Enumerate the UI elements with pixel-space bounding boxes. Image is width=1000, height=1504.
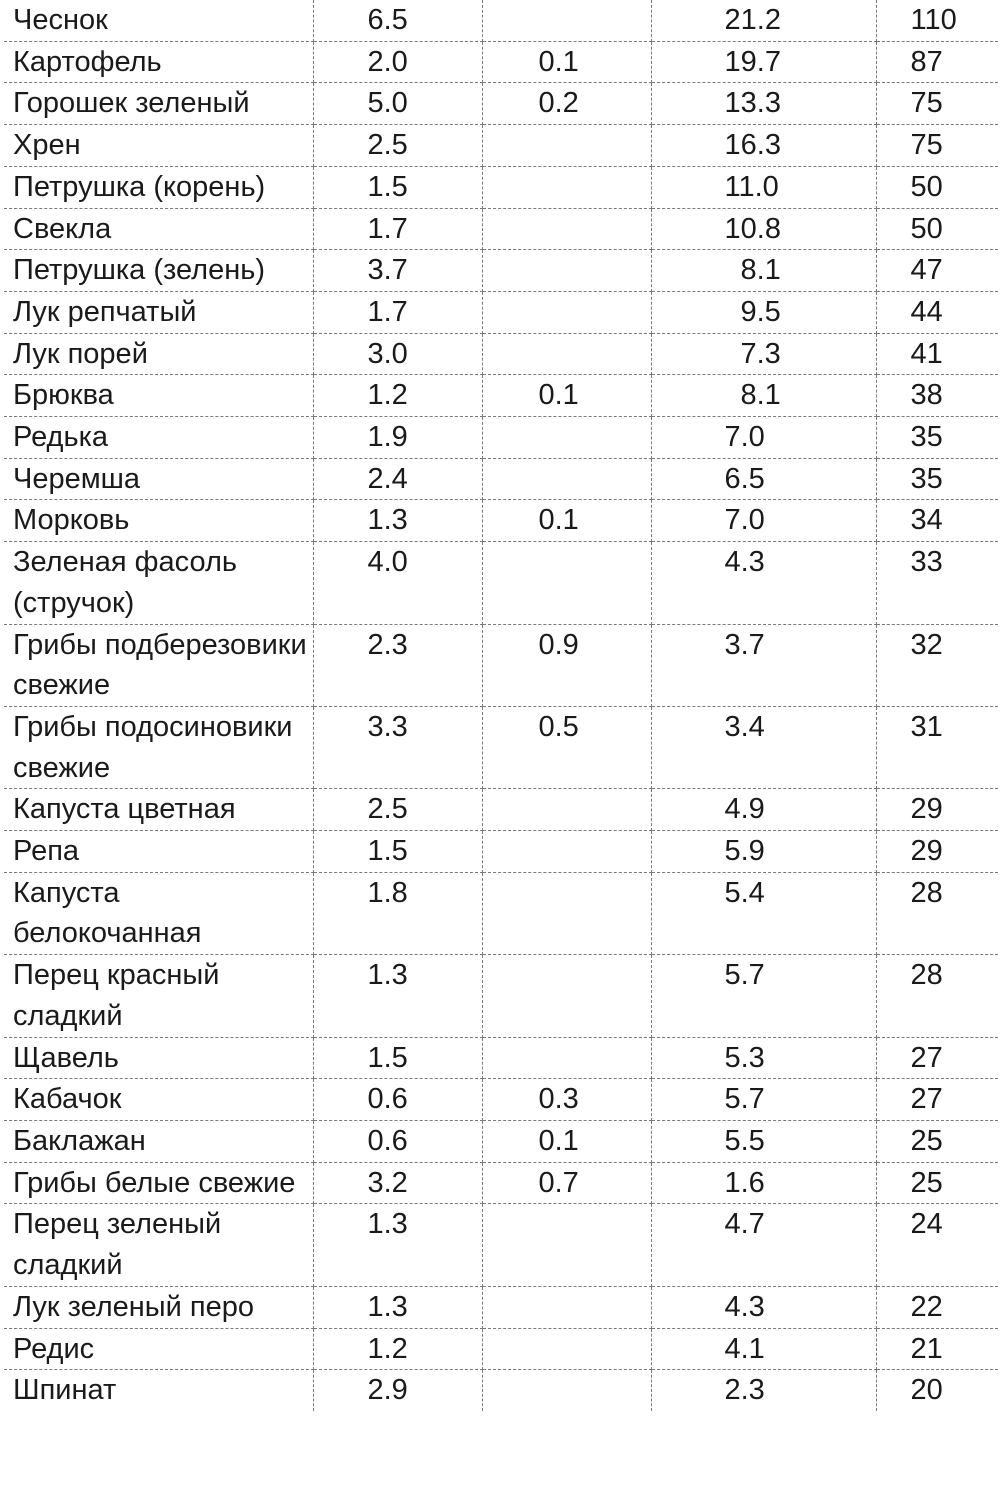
protein-cell: 2.4 xyxy=(313,458,482,500)
carbs-cell: 21.2 xyxy=(651,0,876,41)
calories-cell: 50 xyxy=(876,208,998,250)
product-name-cell: Морковь xyxy=(4,500,313,542)
table-row xyxy=(4,458,998,500)
calories-cell: 29 xyxy=(876,831,998,873)
protein-cell: 2.0 xyxy=(313,41,482,83)
protein-cell: 2.5 xyxy=(313,125,482,167)
protein-cell: 1.2 xyxy=(313,1328,482,1370)
carbs-cell: 4.1 xyxy=(651,1328,876,1370)
protein-cell: 3.7 xyxy=(313,250,482,292)
calories-cell: 87 xyxy=(876,41,998,83)
product-name-cell: Лук репчатый xyxy=(4,291,313,333)
carbs-cell: 8.1 xyxy=(651,375,876,417)
protein-cell: 2.9 xyxy=(313,1370,482,1411)
fat-cell xyxy=(482,417,651,459)
product-name-cell: Баклажан xyxy=(4,1120,313,1162)
carbs-cell: 10.8 xyxy=(651,208,876,250)
carbs-cell: 4.3 xyxy=(651,542,876,624)
calories-cell: 29 xyxy=(876,789,998,831)
table-row xyxy=(4,1204,998,1286)
table-row xyxy=(4,375,998,417)
carbs-cell: 4.3 xyxy=(651,1286,876,1328)
product-name-cell: Редис xyxy=(4,1328,313,1370)
table-row xyxy=(4,83,998,125)
calories-cell: 28 xyxy=(876,872,998,954)
fat-cell xyxy=(482,1286,651,1328)
product-name-cell: Лук зеленый перо xyxy=(4,1286,313,1328)
carbs-cell: 4.7 xyxy=(651,1204,876,1286)
calories-cell: 38 xyxy=(876,375,998,417)
protein-cell: 0.6 xyxy=(313,1079,482,1121)
protein-cell: 1.3 xyxy=(313,955,482,1037)
product-name-cell: Капуста белокочанная xyxy=(4,872,313,954)
calories-cell: 22 xyxy=(876,1286,998,1328)
protein-cell: 0.6 xyxy=(313,1120,482,1162)
protein-cell: 1.5 xyxy=(313,1037,482,1079)
protein-cell: 1.3 xyxy=(313,1286,482,1328)
table-row xyxy=(4,125,998,167)
fat-cell: 0.1 xyxy=(482,1120,651,1162)
product-name-cell: Перец зеленый сладкий xyxy=(4,1204,313,1286)
table-row xyxy=(4,1037,998,1079)
carbs-cell: 5.3 xyxy=(651,1037,876,1079)
table-row xyxy=(4,166,998,208)
product-name-cell: Грибы подберезовики свежие xyxy=(4,624,313,706)
carbs-cell: 5.9 xyxy=(651,831,876,873)
product-name-cell: Картофель xyxy=(4,41,313,83)
carbs-cell: 5.7 xyxy=(651,1079,876,1121)
table-body xyxy=(4,0,998,1411)
fat-cell xyxy=(482,542,651,624)
calories-cell: 35 xyxy=(876,458,998,500)
calories-cell: 75 xyxy=(876,125,998,167)
protein-cell: 1.2 xyxy=(313,375,482,417)
calories-cell: 24 xyxy=(876,1204,998,1286)
product-name-cell: Лук порей xyxy=(4,333,313,375)
table-row xyxy=(4,706,998,788)
carbs-cell: 16.3 xyxy=(651,125,876,167)
fat-cell xyxy=(482,125,651,167)
product-name-cell: Зеленая фасоль (стручок) xyxy=(4,542,313,624)
table-row xyxy=(4,1079,998,1121)
product-name-cell: Черемша xyxy=(4,458,313,500)
calories-cell: 34 xyxy=(876,500,998,542)
calories-cell: 32 xyxy=(876,624,998,706)
product-name-cell: Свекла xyxy=(4,208,313,250)
protein-cell: 1.7 xyxy=(313,208,482,250)
fat-cell xyxy=(482,1370,651,1411)
fat-cell xyxy=(482,291,651,333)
fat-cell xyxy=(482,458,651,500)
table-row xyxy=(4,333,998,375)
protein-cell: 3.2 xyxy=(313,1162,482,1204)
table-row xyxy=(4,624,998,706)
product-name-cell: Перец красный сладкий xyxy=(4,955,313,1037)
calories-cell: 50 xyxy=(876,166,998,208)
protein-cell: 4.0 xyxy=(313,542,482,624)
table-row xyxy=(4,789,998,831)
fat-cell: 0.1 xyxy=(482,41,651,83)
table-row xyxy=(4,208,998,250)
fat-cell: 0.1 xyxy=(482,500,651,542)
fat-cell: 0.1 xyxy=(482,375,651,417)
fat-cell xyxy=(482,1037,651,1079)
carbs-cell: 19.7 xyxy=(651,41,876,83)
carbs-cell: 13.3 xyxy=(651,83,876,125)
carbs-cell: 5.7 xyxy=(651,955,876,1037)
table-row xyxy=(4,417,998,459)
table-row xyxy=(4,1120,998,1162)
table-row xyxy=(4,41,998,83)
table-row xyxy=(4,250,998,292)
protein-cell: 1.5 xyxy=(313,831,482,873)
table-row xyxy=(4,955,998,1037)
calories-cell: 35 xyxy=(876,417,998,459)
product-name-cell: Грибы подосиновики свежие xyxy=(4,706,313,788)
table-row xyxy=(4,0,998,41)
nutrition-table xyxy=(4,0,998,1411)
protein-cell: 1.7 xyxy=(313,291,482,333)
fat-cell: 0.7 xyxy=(482,1162,651,1204)
carbs-cell: 4.9 xyxy=(651,789,876,831)
protein-cell: 2.5 xyxy=(313,789,482,831)
product-name-cell: Редька xyxy=(4,417,313,459)
carbs-cell: 3.4 xyxy=(651,706,876,788)
table-row xyxy=(4,1328,998,1370)
carbs-cell: 5.4 xyxy=(651,872,876,954)
calories-cell: 25 xyxy=(876,1162,998,1204)
calories-cell: 44 xyxy=(876,291,998,333)
product-name-cell: Капуста цветная xyxy=(4,789,313,831)
fat-cell xyxy=(482,955,651,1037)
carbs-cell: 6.5 xyxy=(651,458,876,500)
product-name-cell: Горошек зеленый xyxy=(4,83,313,125)
fat-cell xyxy=(482,1328,651,1370)
protein-cell: 1.3 xyxy=(313,1204,482,1286)
product-name-cell: Кабачок xyxy=(4,1079,313,1121)
fat-cell xyxy=(482,333,651,375)
fat-cell xyxy=(482,872,651,954)
fat-cell xyxy=(482,166,651,208)
calories-cell: 25 xyxy=(876,1120,998,1162)
carbs-cell: 7.0 xyxy=(651,500,876,542)
protein-cell: 3.0 xyxy=(313,333,482,375)
nutrition-table-container xyxy=(4,0,998,1411)
fat-cell xyxy=(482,250,651,292)
table-row xyxy=(4,291,998,333)
product-name-cell: Петрушка (корень) xyxy=(4,166,313,208)
carbs-cell: 3.7 xyxy=(651,624,876,706)
carbs-cell: 7.3 xyxy=(651,333,876,375)
fat-cell: 0.3 xyxy=(482,1079,651,1121)
calories-cell: 31 xyxy=(876,706,998,788)
table-row xyxy=(4,1286,998,1328)
product-name-cell: Петрушка (зелень) xyxy=(4,250,313,292)
calories-cell: 33 xyxy=(876,542,998,624)
product-name-cell: Шпинат xyxy=(4,1370,313,1411)
calories-cell: 20 xyxy=(876,1370,998,1411)
product-name-cell: Чеснок xyxy=(4,0,313,41)
carbs-cell: 8.1 xyxy=(651,250,876,292)
carbs-cell: 5.5 xyxy=(651,1120,876,1162)
calories-cell: 75 xyxy=(876,83,998,125)
product-name-cell: Брюква xyxy=(4,375,313,417)
fat-cell: 0.2 xyxy=(482,83,651,125)
carbs-cell: 7.0 xyxy=(651,417,876,459)
calories-cell: 47 xyxy=(876,250,998,292)
product-name-cell: Грибы белые свежие xyxy=(4,1162,313,1204)
calories-cell: 41 xyxy=(876,333,998,375)
table-row xyxy=(4,1370,998,1411)
fat-cell: 0.9 xyxy=(482,624,651,706)
carbs-cell: 11.0 xyxy=(651,166,876,208)
table-row xyxy=(4,831,998,873)
carbs-cell: 9.5 xyxy=(651,291,876,333)
fat-cell xyxy=(482,1204,651,1286)
table-row xyxy=(4,872,998,954)
calories-cell: 27 xyxy=(876,1079,998,1121)
product-name-cell: Репа xyxy=(4,831,313,873)
fat-cell: 0.5 xyxy=(482,706,651,788)
fat-cell xyxy=(482,0,651,41)
product-name-cell: Хрен xyxy=(4,125,313,167)
table-row xyxy=(4,542,998,624)
calories-cell: 110 xyxy=(876,0,998,41)
protein-cell: 1.9 xyxy=(313,417,482,459)
protein-cell: 5.0 xyxy=(313,83,482,125)
protein-cell: 3.3 xyxy=(313,706,482,788)
product-name-cell: Щавель xyxy=(4,1037,313,1079)
protein-cell: 1.3 xyxy=(313,500,482,542)
table-row xyxy=(4,500,998,542)
protein-cell: 1.5 xyxy=(313,166,482,208)
protein-cell: 2.3 xyxy=(313,624,482,706)
calories-cell: 27 xyxy=(876,1037,998,1079)
carbs-cell: 1.6 xyxy=(651,1162,876,1204)
carbs-cell: 2.3 xyxy=(651,1370,876,1411)
protein-cell: 1.8 xyxy=(313,872,482,954)
table-row xyxy=(4,1162,998,1204)
calories-cell: 21 xyxy=(876,1328,998,1370)
fat-cell xyxy=(482,789,651,831)
calories-cell: 28 xyxy=(876,955,998,1037)
fat-cell xyxy=(482,208,651,250)
fat-cell xyxy=(482,831,651,873)
protein-cell: 6.5 xyxy=(313,0,482,41)
